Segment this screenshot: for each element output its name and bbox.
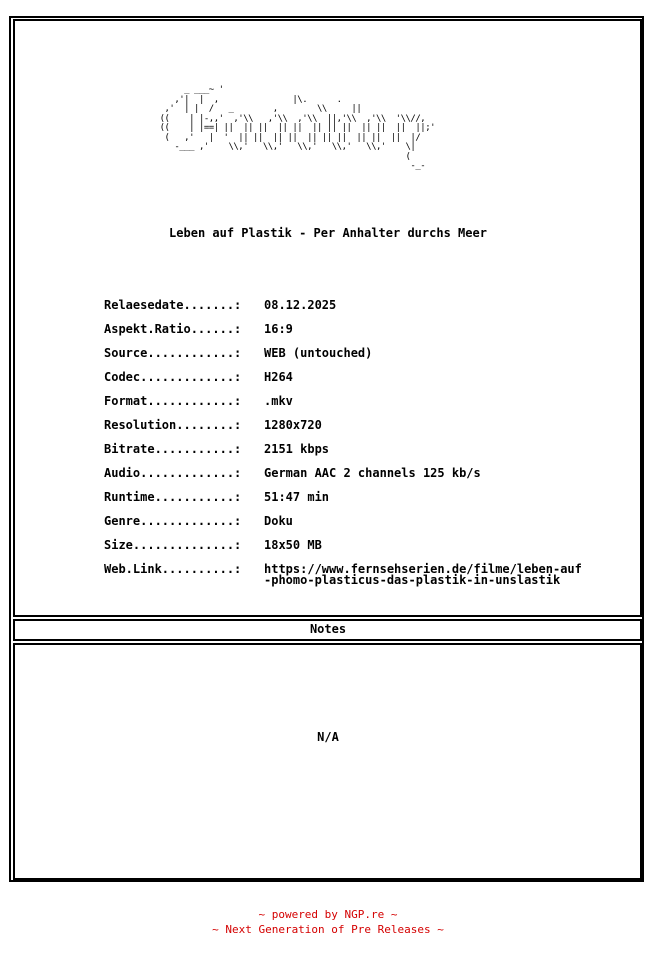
info-key: Genre.............: bbox=[104, 514, 242, 528]
info-key: Audio.............: bbox=[104, 466, 242, 480]
info-row-source bbox=[104, 346, 624, 370]
info-key: Size..............: bbox=[104, 538, 242, 552]
info-value: 2151 kbps bbox=[264, 442, 330, 456]
info-row-size bbox=[104, 538, 624, 562]
release-info-list bbox=[104, 298, 624, 596]
footer-powered-by: ~ powered by NGP.re ~ bbox=[258, 908, 398, 921]
info-value: .mkv bbox=[264, 394, 293, 408]
info-row-codec bbox=[104, 370, 624, 394]
notes-heading: Notes bbox=[309, 622, 347, 636]
info-key: Relaesedate.......: bbox=[104, 298, 242, 312]
info-value: 1280x720 bbox=[264, 418, 322, 432]
info-key: Codec.............: bbox=[104, 370, 242, 384]
notes-content: N/A bbox=[317, 730, 339, 744]
info-value: 08.12.2025 bbox=[264, 298, 337, 312]
info-key: Web.Link..........: bbox=[104, 562, 242, 576]
release-title: Leben auf Plastik - Per Anhalter durchs Meer bbox=[169, 226, 487, 240]
info-value: H264 bbox=[264, 370, 293, 384]
info-row-release-date bbox=[104, 298, 624, 322]
info-row-resolution bbox=[104, 418, 624, 442]
info-value: 16:9 bbox=[264, 322, 293, 336]
info-value: Doku bbox=[264, 514, 293, 528]
info-value: 18x50 MB bbox=[264, 538, 322, 552]
info-value: WEB (untouched) bbox=[264, 346, 373, 360]
footer-tagline: ~ Next Generation of Pre Releases ~ bbox=[212, 923, 444, 936]
info-row-format bbox=[104, 394, 624, 418]
info-key: Resolution........: bbox=[104, 418, 242, 432]
info-key: Aspekt.Ratio......: bbox=[104, 322, 242, 336]
group-logo-ascii: _ ___~ ' ,'| | , |\. . ,' | | / _ , \\ || (( | |-,,' ,'\\ ,'\\ ,'\\ ||,'\\ ,'\\ '\\//, (( | |==| || || || || || || || || || || || ||;' ( ,' | ' || || || || || || || || || || |/ -___ ,' \\,' \\,' \\,' \\,' \\,' \| ( -_- bbox=[159, 85, 436, 171]
info-row-aspect-ratio bbox=[104, 322, 624, 346]
info-key: Format............: bbox=[104, 394, 242, 408]
web-link[interactable]: https://www.fernsehserien.de/filme/leben-auf -phomo-plasticus-das-plastik-in-unslastik bbox=[264, 562, 582, 587]
info-row-genre bbox=[104, 514, 624, 538]
info-row-bitrate bbox=[104, 442, 624, 466]
info-value: German AAC 2 channels 125 kb/s bbox=[264, 466, 481, 480]
info-row-runtime bbox=[104, 490, 624, 514]
info-row-web-link bbox=[104, 562, 624, 596]
info-key: Runtime...........: bbox=[104, 490, 242, 504]
info-value: 51:47 min bbox=[264, 490, 330, 504]
info-row-audio bbox=[104, 466, 624, 490]
info-key: Bitrate...........: bbox=[104, 442, 242, 456]
notes-panel bbox=[13, 643, 642, 880]
info-key: Source............: bbox=[104, 346, 242, 360]
